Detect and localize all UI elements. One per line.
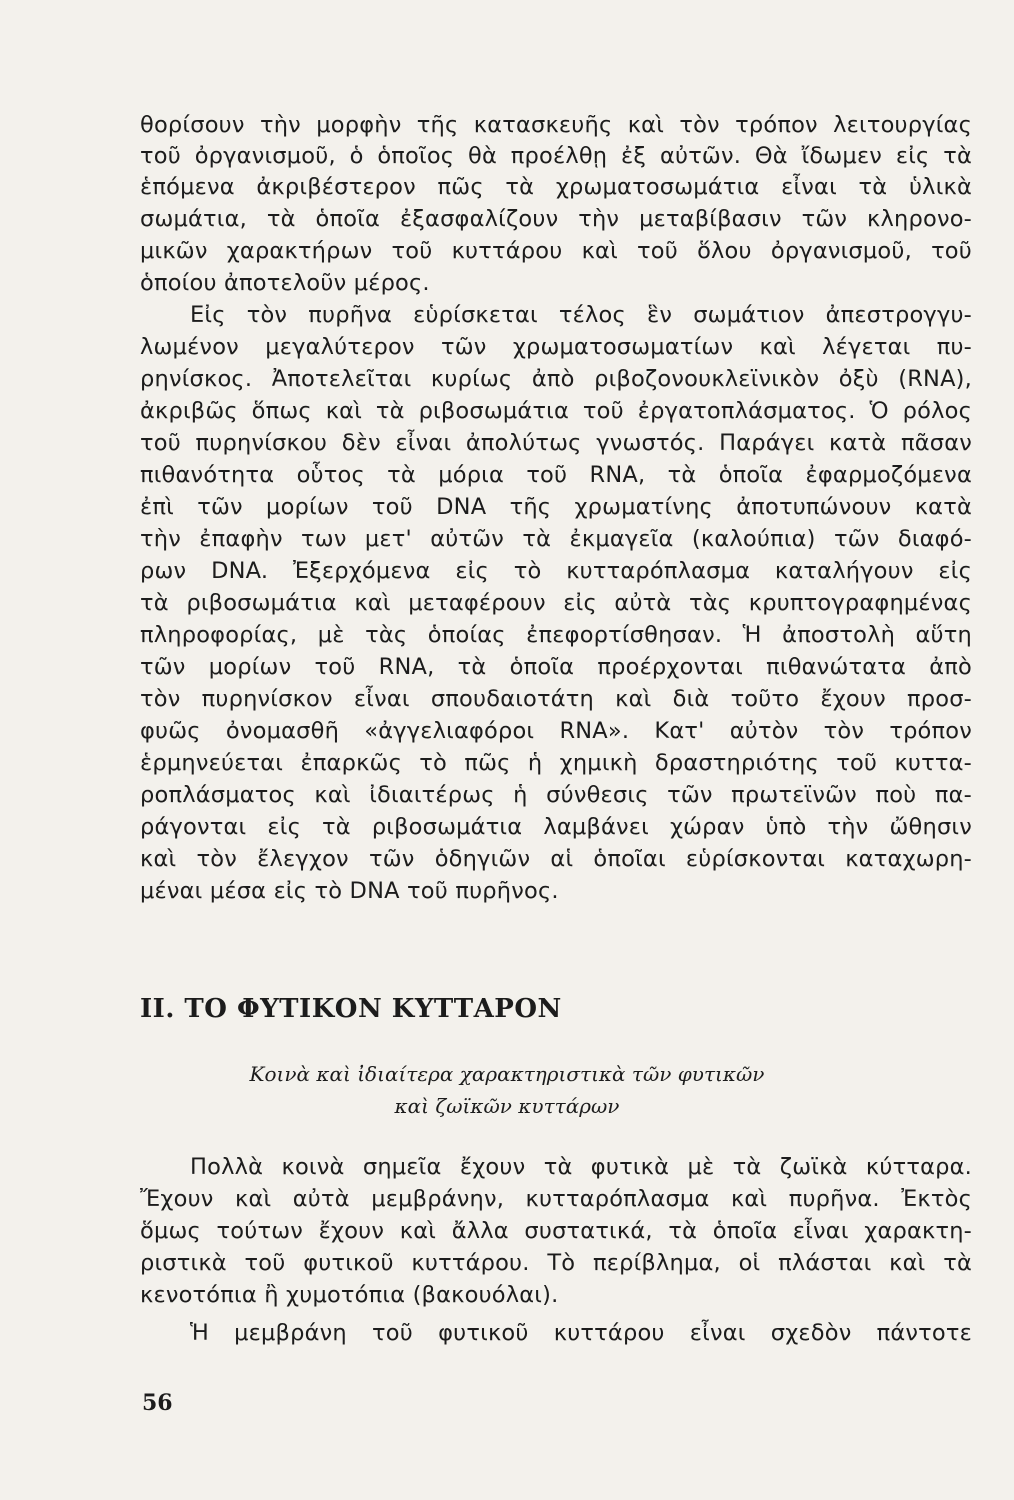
page-number: 56 [142, 1390, 173, 1416]
text-line: μικῶν χαρακτήρων τοῦ κυττάρου καὶ τοῦ ὅλου ὀργανισμοῦ, τοῦ [140, 238, 972, 264]
text-line: λωμένον μεγαλύτερον τῶν χρωματοσωματίων καὶ λέγεται πυ- [140, 334, 972, 360]
text-line: τοῦ πυρηνίσκου δὲν εἶναι ἀπολύτως γνωστός. Παράγει κατὰ πᾶσαν [140, 430, 972, 456]
text-line: καὶ τὸν ἔλεγχον τῶν ὁδηγιῶν αἱ ὁποῖαι εὑρίσκονται καταχωρη- [140, 846, 972, 872]
text-line: πληροφορίας, μὲ τὰς ὁποίας ἐπεφορτίσθησαν. Ἡ ἀποστολὴ αὕτη [140, 622, 972, 648]
text-line: ρων DNA. Ἐξερχόμενα εἰς τὸ κυτταρόπλασμα καταλήγουν εἰς [140, 558, 972, 584]
text-line: τὴν ἐπαφὴν των μετ' αὐτῶν τὰ ἐκμαγεῖα (καλούπια) τῶν διαφό- [140, 526, 972, 552]
text-line: ροπλάσματος καὶ ἰδιαιτέρως ἡ σύνθεσις τῶν πρωτεϊνῶν ποὺ πα- [140, 782, 972, 808]
text-line: πιθανότητα οὗτος τὰ μόρια τοῦ RNA, τὰ ὁποῖα ἐφαρμοζόμενα [140, 462, 972, 488]
text-line: φυῶς ὀνομασθῆ «ἀγγελιαφόροι RNA». Κατ' αὐτὸν τὸν τρόπον [140, 718, 972, 744]
text-line: τῶν μορίων τοῦ RNA, τὰ ὁποῖα προέρχονται πιθανώτατα ἀπὸ [140, 654, 972, 680]
section-subtitle: καὶ ζωϊκῶν κυττάρων [394, 1094, 620, 1118]
text-line: μέναι μέσα εἰς τὸ DNA τοῦ πυρῆνος. [140, 878, 559, 904]
text-line: θορίσουν τὴν μορφὴν τῆς κατασκευῆς καὶ τὸν τρόπον λειτουργίας [140, 112, 972, 138]
text-line: ἑπόμενα ἀκριβέστερον πῶς τὰ χρωματοσωμάτια εἶναι τὰ ὑλικὰ [140, 174, 972, 200]
text-line: ὁποίου ἀποτελοῦν μέρος. [140, 270, 430, 296]
text-line: τὸν πυρηνίσκον εἶναι σπουδαιοτάτη καὶ διὰ τοῦτο ἔχουν προσ- [140, 686, 972, 712]
text-line: ρηνίσκος. Ἀποτελεῖται κυρίως ἀπὸ ριβοζονουκλεϊνικὸν ὀξὺ (RNA), [140, 366, 972, 392]
text-line: ἐπὶ τῶν μορίων τοῦ DNA τῆς χρωματίνης ἀποτυπώνουν κατὰ [140, 494, 972, 520]
text-line: ράγονται εἰς τὰ ριβοσωμάτια λαμβάνει χώραν ὑπὸ τὴν ὤθησιν [140, 814, 972, 840]
text-line: Ἡ μεμβράνη τοῦ φυτικοῦ κυττάρου εἶναι σχεδὸν πάντοτε [190, 1320, 972, 1346]
text-line: Εἰς τὸν πυρῆνα εὑρίσκεται τέλος ἓν σωμάτιον ἀπεστρογγυ- [190, 302, 972, 328]
text-line: σωμάτια, τὰ ὁποῖα ἐξασφαλίζουν τὴν μεταβίβασιν τῶν κληρονο- [140, 206, 972, 232]
section-subtitle: Κοινὰ καὶ ἰδιαίτερα χαρακτηριστικὰ τῶν φυτικῶν [249, 1062, 765, 1086]
text-line: κενοτόπια ἢ χυμοτόπια (βακουόλαι). [140, 1282, 559, 1308]
text-line: τοῦ ὀργανισμοῦ, ὁ ὁποῖος θὰ προέλθῃ ἐξ αὐτῶν. Θὰ ἴδωμεν εἰς τὰ [140, 143, 972, 169]
text-line: τὰ ριβοσωμάτια καὶ μεταφέρουν εἰς αὐτὰ τὰς κρυπτογραφημένας [140, 590, 972, 616]
text-line: Ἔχουν καὶ αὐτὰ μεμβράνην, κυτταρόπλασμα καὶ πυρῆνα. Ἐκτὸς [140, 1186, 972, 1212]
text-line: ἑρμηνεύεται ἐπαρκῶς τὸ πῶς ἡ χημικὴ δραστηριότης τοῦ κυττα- [140, 750, 972, 776]
text-line: Πολλὰ κοινὰ σημεῖα ἔχουν τὰ φυτικὰ μὲ τὰ ζωϊκὰ κύτταρα. [190, 1154, 972, 1180]
section-heading: II. ΤΟ ΦΥΤΙΚΟΝ ΚΥΤΤΑΡΟΝ [140, 994, 562, 1024]
text-line: ὅμως τούτων ἔχουν καὶ ἄλλα συστατικά, τὰ ὁποῖα εἶναι χαρακτη- [140, 1218, 972, 1244]
text-line: ἀκριβῶς ὅπως καὶ τὰ ριβοσωμάτια τοῦ ἐργατοπλάσματος. Ὁ ρόλος [140, 398, 972, 424]
text-line: ριστικὰ τοῦ φυτικοῦ κυττάρου. Τὸ περίβλημα, οἱ πλάσται καὶ τὰ [140, 1250, 972, 1276]
